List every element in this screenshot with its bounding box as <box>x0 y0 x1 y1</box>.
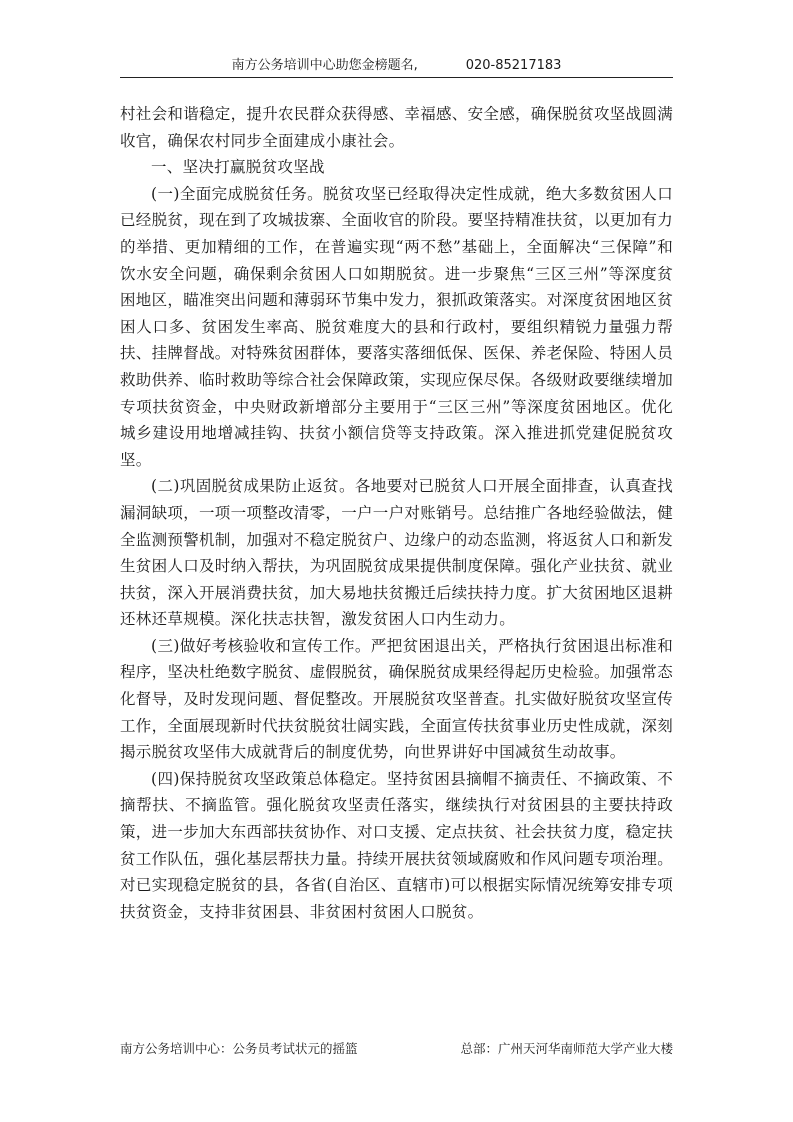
footer-right-text: 总部：广州天河华南师范大学产业大楼 <box>460 1041 673 1056</box>
header-slogan: 南方公务培训中心助您金榜题名, <box>231 58 418 73</box>
paragraph-item-2: (二)巩固脱贫成果防止返贫。各地要对已脱贫人口开展全面排查，认真查找漏洞缺项，一项一项整改清零，一户一户对账销号。总结推广各地经验做法，健全监测预警机制，加强对不稳定脱贫户、边缘户的动态监测，将返贫人口和新发生贫困人口及时纳入帮扶，为巩固脱贫成果提供制度保障。强化产业扶贫、就业扶贫，深入开展消费扶贫，加大易地扶贫搬迁后续扶持力度。扩大贫困地区退耕还林还草规模。深化扶志扶智，激发贫困人口内生动力。 <box>120 477 674 629</box>
header-phone: 020-85217183 <box>465 58 562 73</box>
footer-left-text: 南方公务培训中心：公务员考试状元的摇篮 <box>120 1041 358 1056</box>
paragraph-item-4: (四)保持脱贫攻坚政策总体稳定。坚持贫困县摘帽不摘责任、不摘政策、不摘帮扶、不摘监管。强化脱贫攻坚责任落实，继续执行对贫困县的主要扶持政策，进一步加大东西部扶贫协作、对口支援、定点扶贫、社会扶贫力度，稳定扶贫工作队伍，强化基层帮扶力量。持续开展扶贫领域腐败和作风问题专项治理。对已实现稳定脱贫的县，各省(自治区、直辖市)可以根据实际情况统筹安排专项扶贫资金，支持非贫困县、非贫困村贫困人口脱贫。 <box>120 769 674 921</box>
section-heading: 一、坚决打赢脱贫攻坚战 <box>151 158 325 177</box>
document-body <box>120 101 673 925</box>
page-footer <box>120 1040 673 1058</box>
paragraph-item-1: (一)全面完成脱贫任务。脱贫攻坚已经取得决定性成就，绝大多数贫困人口已经脱贫，现在到了攻城拔寨、全面收官的阶段。要坚持精准扶贫，以更加有力的举措、更加精细的工作，在普遍实现“两不愁”基础上，全面解决“三保障”和饮水安全问题，确保剩余贫困人口如期脱贫。进一步聚焦“三区三州”等深度贫困地区，瞄准突出问题和薄弱环节集中发力，狠抓政策落实。对深度贫困地区贫困人口多、贫困发生率高、脱贫难度大的县和行政村，要组织精锐力量强力帮扶、挂牌督战。对特殊贫困群体，要落实落细低保、医保、养老保险、特困人员救助供养、临时救助等综合社会保障政策，实现应保尽保。各级财政要继续增加专项扶贫资金，中央财政新增部分主要用于“三区三州”等深度贫困地区。优化城乡建设用地增减挂钩、扶贫小额信贷等支持政策。深入推进抓党建促脱贫攻坚。 <box>120 184 674 469</box>
paragraph-continuation: 村社会和谐稳定，提升农民群众获得感、幸福感、安全感，确保脱贫攻坚战圆满收官，确保农村同步全面建成小康社会。 <box>120 105 674 150</box>
header-divider <box>120 77 673 78</box>
page-header <box>120 57 673 75</box>
paragraph-item-3: (三)做好考核验收和宣传工作。严把贫困退出关，严格执行贫困退出标准和程序，坚决杜绝数字脱贫、虚假脱贫，确保脱贫成果经得起历史检验。加强常态化督导，及时发现问题、督促整改。开展脱贫攻坚普查。扎实做好脱贫攻坚宣传工作，全面展现新时代扶贫脱贫壮阔实践，全面宣传扶贫事业历史性成就，深刻揭示脱贫攻坚伟大成就背后的制度优势，向世界讲好中国减贫生动故事。 <box>120 636 674 762</box>
